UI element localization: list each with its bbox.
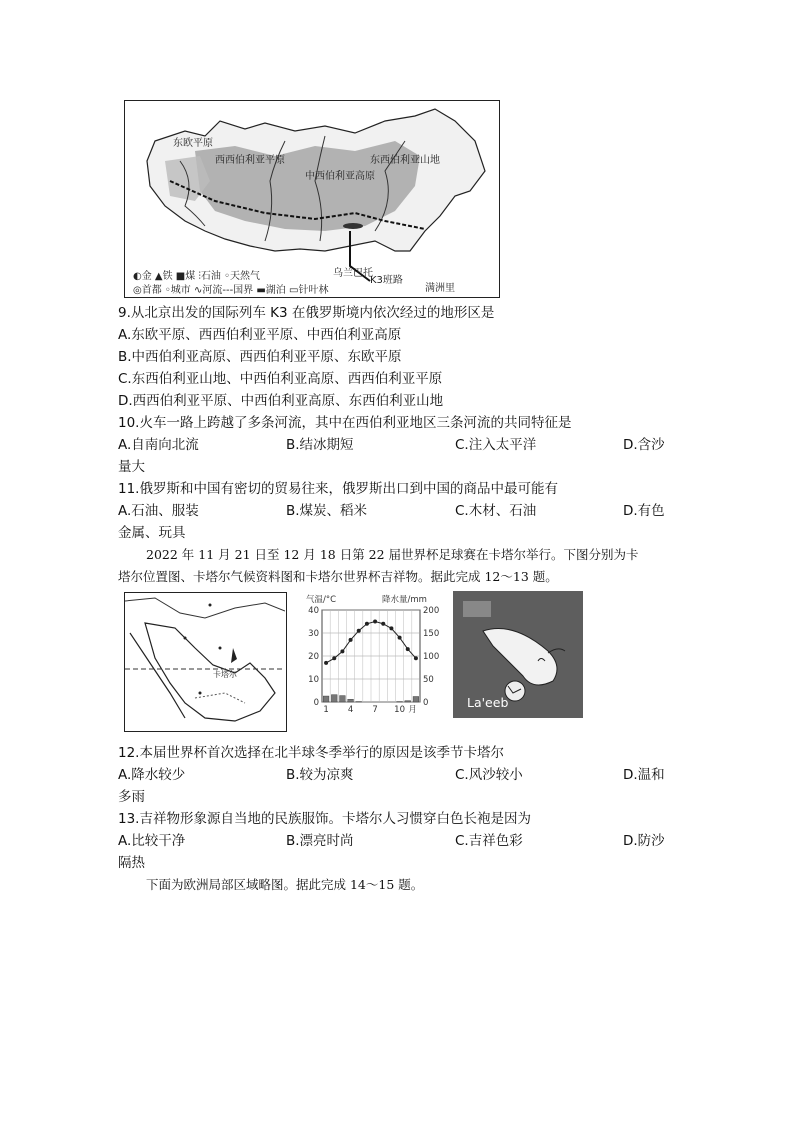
month-tick-label: 1 <box>323 705 329 715</box>
month-tick-label: 7 <box>372 705 378 715</box>
q13-option-c[interactable]: C.吉祥色彩 <box>455 833 523 849</box>
qatar-label: 卡塔尔 <box>213 670 237 679</box>
precip-tick-label: 50 <box>423 675 434 685</box>
svg-text:◐金 ▲铁 ■煤 ⫶石油 ◦天然气: ◐金 ▲铁 ■煤 ⫶石油 ◦天然气 <box>133 271 260 282</box>
temperature-point <box>324 661 328 665</box>
label-dongxi: 东西伯利亚山地 <box>370 155 440 166</box>
month-tick-label: 4 <box>347 705 354 715</box>
temperature-point <box>406 647 410 651</box>
q12-option-a[interactable]: A.降水较少 <box>118 767 186 783</box>
q12-stem: 12.本届世界杯首次选择在北半球冬季举行的原因是该季节卡塔尔 <box>118 745 504 761</box>
q11-option-d-wrap: 金属、玩具 <box>118 525 186 541</box>
svg-text:◎首都 ◦城市 ∿河流---国界 ▬湖泊 ▭针叶林: ◎首都 ◦城市 ∿河流---国界 ▬湖泊 ▭针叶林 <box>133 285 329 296</box>
q13-option-d-wrap: 隔热 <box>118 855 145 871</box>
precip-tick-label: 150 <box>423 629 440 639</box>
q11-option-d[interactable]: D.有色 <box>623 503 665 519</box>
temp-axis-label: 气温/°C <box>306 595 337 605</box>
precip-tick-label: 200 <box>423 606 440 616</box>
q13-option-b[interactable]: B.漂亮时尚 <box>286 833 354 849</box>
temp-tick-label: 30 <box>308 629 319 639</box>
mascot-image <box>453 591 583 718</box>
q10-option-d[interactable]: D.含沙 <box>623 437 665 453</box>
q12-option-d-wrap: 多雨 <box>118 789 145 805</box>
temperature-point <box>398 636 402 640</box>
q9-option-c[interactable]: C.东西伯利亚山地、中西伯利亚高原、西西伯利亚平原 <box>118 371 443 387</box>
temperature-point <box>381 622 385 626</box>
temp-tick-label: 0 <box>313 698 319 708</box>
q12-option-c[interactable]: C.风沙较小 <box>455 767 523 783</box>
label-xixibo: 西西伯利亚平原 <box>215 155 285 166</box>
russia-map <box>124 100 500 298</box>
temperature-point <box>332 656 336 660</box>
precip-axis-label: 降水量/mm <box>382 595 427 605</box>
russia-map-drawing <box>125 101 498 296</box>
q10-option-a[interactable]: A.自南向北流 <box>118 437 199 453</box>
temperature-point <box>340 649 344 653</box>
precip-bar <box>405 701 411 702</box>
temperature-point <box>357 629 361 633</box>
qatar-map-drawing <box>125 593 285 730</box>
temp-tick-label: 10 <box>308 675 319 685</box>
month-axis-label: 月 <box>408 705 417 715</box>
intro-12-13-line2: 塔尔位置图、卡塔尔气候资料图和卡塔尔世界杯吉祥物。据此完成 12～13 题。 <box>118 569 558 584</box>
q13-option-d[interactable]: D.防沙 <box>623 833 665 849</box>
q10-stem: 10.火车一路上跨越了多条河流，其中在西伯利亚地区三条河流的共同特征是 <box>118 415 572 431</box>
month-tick-label: 10 <box>394 705 405 715</box>
precip-bar <box>323 696 329 702</box>
label-dongou: 东欧平原 <box>173 138 213 149</box>
precip-bar <box>331 695 337 702</box>
q11-option-c[interactable]: C.木材、石油 <box>455 503 537 519</box>
precip-bar <box>340 696 346 702</box>
intro-14-15: 下面为欧洲局部区域略图。据此完成 14～15 题。 <box>146 877 424 892</box>
temp-tick-label: 40 <box>308 606 319 616</box>
precip-bar <box>413 696 419 702</box>
temperature-point <box>373 620 377 624</box>
q9-option-a[interactable]: A.东欧平原、西西伯利亚平原、中西伯利亚高原 <box>118 327 402 343</box>
q10-option-c[interactable]: C.注入太平洋 <box>455 437 537 453</box>
precip-tick-label: 0 <box>423 698 429 708</box>
q11-option-b[interactable]: B.煤炭、稻米 <box>286 503 368 519</box>
mascot-name: La'eeb <box>467 695 509 710</box>
q11-option-a[interactable]: A.石油、服装 <box>118 503 199 519</box>
q13-option-a[interactable]: A.比较干净 <box>118 833 186 849</box>
temperature-point <box>365 622 369 626</box>
temperature-point <box>349 638 353 642</box>
map-legend <box>133 269 328 296</box>
q9-option-b[interactable]: B.中西伯利亚高原、西西伯利亚平原、东欧平原 <box>118 349 402 365</box>
q12-option-b[interactable]: B.较为凉爽 <box>286 767 354 783</box>
intro-12-13-line1: 2022 年 11 月 21 日至 12 月 18 日第 22 届世界杯足球赛在卡塔尔举行。下图分别为卡 <box>146 547 639 562</box>
qatar-location-map <box>124 592 287 732</box>
label-k3: K3班路 <box>370 275 403 286</box>
qatar-climate-chart <box>300 592 445 730</box>
label-zhongxi: 中西伯利亚高原 <box>305 171 375 182</box>
temp-tick-label: 20 <box>308 652 319 662</box>
label-manzhouli: 满洲里 <box>425 283 455 294</box>
q12-option-d[interactable]: D.温和 <box>623 767 665 783</box>
q10-option-b[interactable]: B.结冰期短 <box>286 437 354 453</box>
q10-option-d-wrap: 量大 <box>118 459 145 475</box>
q13-stem: 13.吉祥物形象源自当地的民族服饰。卡塔尔人习惯穿白色长袍是因为 <box>118 811 531 827</box>
temperature-point <box>389 626 393 630</box>
q9-stem: 9.从北京出发的国际列车 K3 在俄罗斯境内依次经过的地形区是 <box>118 305 495 321</box>
precip-bar <box>348 699 354 702</box>
temperature-point <box>414 656 418 660</box>
q11-stem: 11.俄罗斯和中国有密切的贸易往来，俄罗斯出口到中国的商品中最可能有 <box>118 481 558 497</box>
label-ulaanbaatar: 乌兰巴托 <box>333 268 373 279</box>
q9-option-d[interactable]: D.西西伯利亚平原、中西伯利亚高原、东西伯利亚山地 <box>118 393 444 409</box>
climate-chart-svg <box>300 592 445 730</box>
precip-tick-label: 100 <box>423 652 440 662</box>
